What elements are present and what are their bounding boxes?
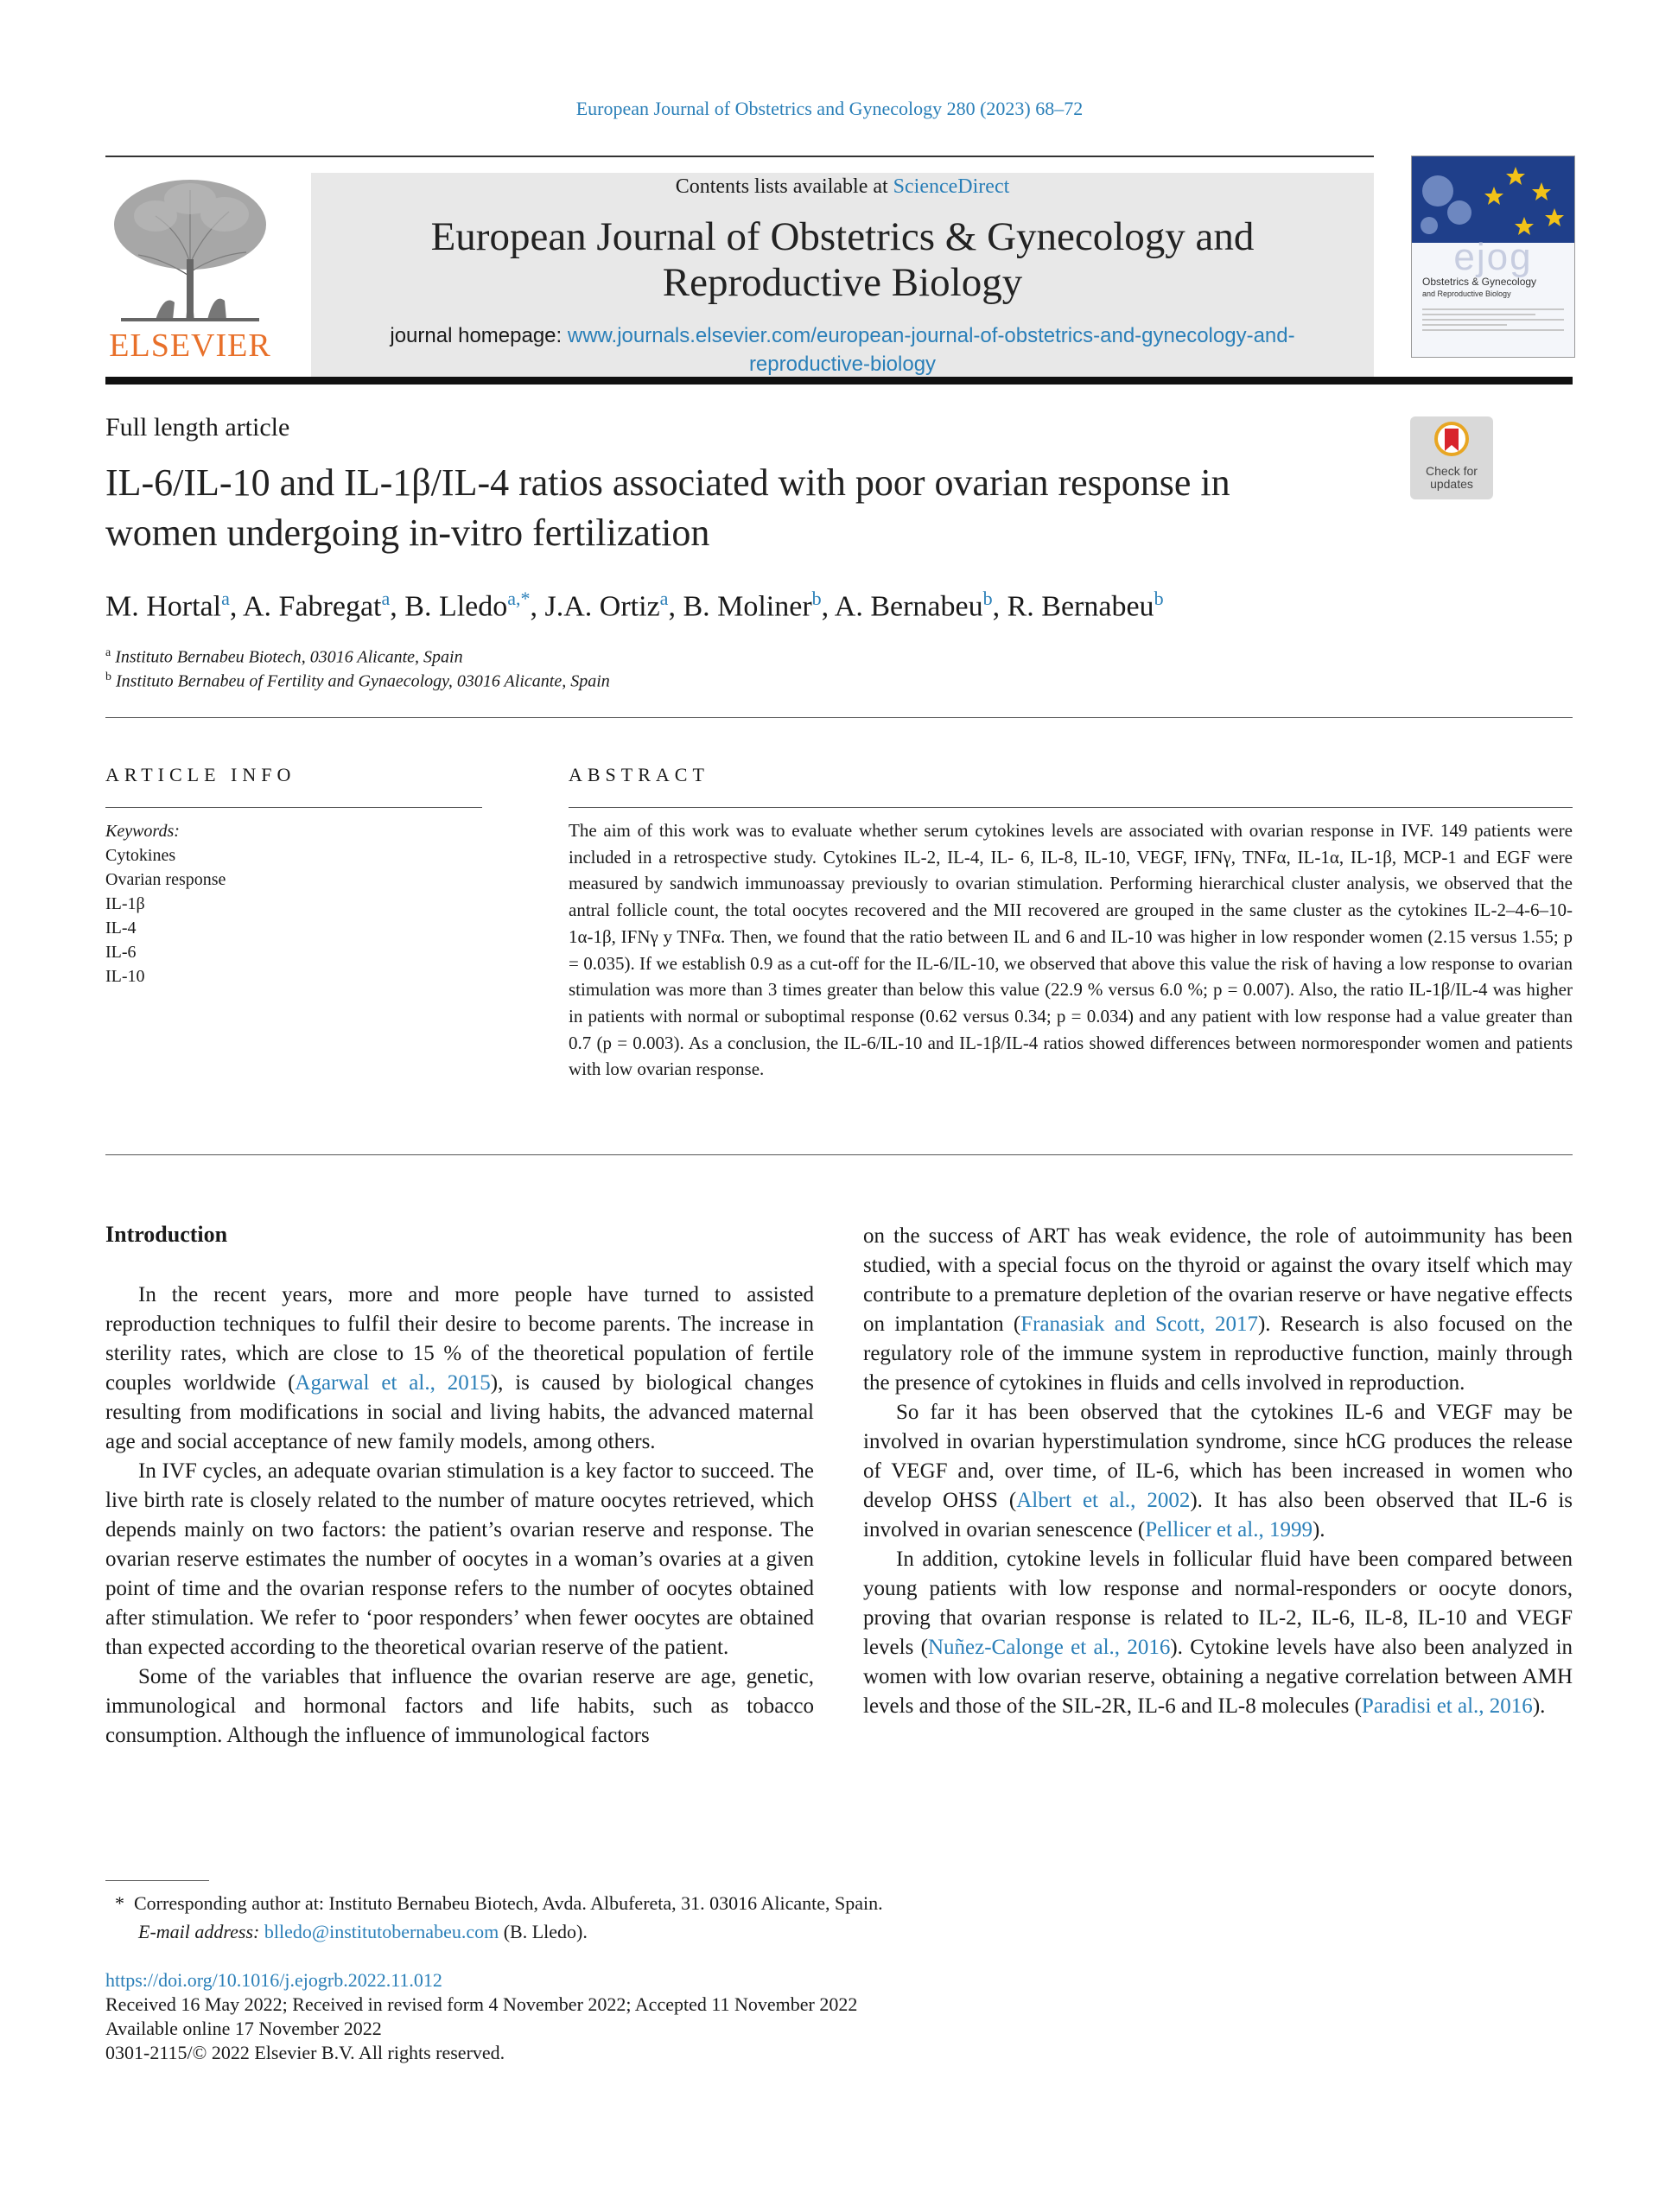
citation-link[interactable]: Nuñez-Calonge et al., 2016	[927, 1636, 1171, 1659]
author-separator: ,	[390, 590, 405, 623]
affiliation-marker: b	[105, 671, 111, 683]
citation-link[interactable]: Agarwal et al., 2015	[295, 1371, 491, 1395]
journal-title-line1: European Journal of Obstetrics & Gynecology and	[430, 214, 1255, 259]
body-column-right	[863, 1222, 1573, 1721]
article-info-heading: ARTICLE INFO	[105, 764, 296, 785]
affiliation-text: Instituto Bernabeu of Fertility and Gynaecology, 03016 Alicante, Spain	[116, 671, 610, 691]
author-separator: ,	[229, 590, 243, 623]
text-run: ).	[1532, 1694, 1546, 1718]
corresponding-text: Corresponding author at: Instituto Bernabeu Biotech, Avda. Albufereta, 31. 03016 Alicante, Spain.	[134, 1892, 883, 1914]
keyword: Ovarian response	[105, 870, 226, 889]
author-name[interactable]: J.A. Ortiz	[544, 590, 660, 623]
introduction-heading: Introduction	[105, 1222, 228, 1247]
available-online: Available online 17 November 2022	[105, 2018, 382, 2039]
journal-title-line2: Reproductive Biology	[662, 260, 1023, 305]
author-affiliation-marker[interactable]: a	[381, 588, 391, 609]
cover-title-line1: Obstetrics & Gynecology	[1422, 276, 1537, 288]
check-updates-line2: updates	[1430, 477, 1473, 491]
cover-title	[1422, 276, 1536, 300]
email-line	[105, 1917, 1574, 1946]
header-divider	[105, 717, 1573, 718]
affiliation-b	[105, 671, 610, 692]
paragraph	[863, 1545, 1573, 1721]
author-affiliation-marker[interactable]: b	[1154, 588, 1164, 609]
crossmark-icon	[1434, 422, 1469, 461]
article-info-rule	[105, 807, 482, 808]
check-updates-line1: Check for	[1426, 464, 1478, 478]
paragraph	[863, 1398, 1573, 1545]
corresponding-author	[105, 1889, 1574, 1917]
author-name[interactable]: B. Moliner	[683, 590, 812, 623]
text-run: ), is caused by biological changes resulting from modifications in social and living habits, the advanced maternal age and social acceptance of new family models, among others.	[105, 1371, 814, 1453]
author-affiliation-marker[interactable]: b	[811, 588, 822, 609]
footnote	[105, 1889, 1574, 1946]
doi-link[interactable]: https://doi.org/10.1016/j.ejogrb.2022.11.012	[105, 1969, 442, 1991]
text-run: ). It has also been observed that IL-6 is involved in ovarian senescence (	[863, 1489, 1573, 1541]
keyword: Cytokines	[105, 846, 176, 865]
cover-stars-icon	[1412, 156, 1574, 243]
author-name[interactable]: M. Hortal	[105, 590, 222, 623]
text-run: In the recent years, more and more people have turned to assisted reproduction techniques to fulfil their desire to become parents. The increase in sterility rates, which are close to 15 % of the theoretical population of fertile couples worldwide (	[105, 1283, 814, 1395]
abstract-bottom-rule	[105, 1154, 1573, 1155]
check-updates-text	[1410, 465, 1493, 491]
author-name[interactable]: A. Bernabeu	[834, 590, 983, 623]
homepage-link-cont[interactable]: reproductive-biology	[748, 353, 937, 376]
text-run: So far it has been observed that the cytokines IL-6 and VEGF may be involved in ovarian hyperstimulation syndrome, since hCG produces the release of VEGF and, over time, of IL-6, which has been increased in women who develop OHSS (	[863, 1401, 1573, 1512]
keyword: IL-6	[105, 943, 137, 962]
author-separator: ,	[992, 590, 1007, 623]
affiliation-text: Instituto Bernabeu Biotech, 03016 Alicante, Spain	[115, 647, 463, 667]
article-title	[105, 458, 1402, 558]
publisher-wordmark: ELSEVIER	[109, 327, 271, 364]
homepage-prefix: journal homepage:	[390, 324, 568, 347]
author-name[interactable]: R. Bernabeu	[1007, 590, 1154, 623]
author-separator: ,	[668, 590, 683, 623]
received-dates: Received 16 May 2022; Received in revised form 4 November 2022; Accepted 11 November 2022	[105, 1993, 858, 2015]
paragraph: In IVF cycles, an adequate ovarian stimulation is a key factor to succeed. The live birth rate is closely related to the number of mature oocytes retrieved, which depends mainly on two factors: the patient’s ovarian reserve and response. The ovarian reserve estimates the number of oocytes in a woman’s ovaries at a given point of time and the ovarian response refers to the number of oocytes obtained after stimulation. We refer to ‘poor responders’ when fewer oocytes are obtained than expected according to the theoretical ovarian reserve of the patient.	[105, 1459, 814, 1659]
author-affiliation-marker[interactable]: a,*	[507, 588, 531, 609]
author-list	[105, 588, 1164, 623]
body-column-left	[105, 1281, 814, 1751]
article-type: Full length article	[105, 413, 290, 442]
text-run: ). Research is also focused on the regulatory role of the immune system in reproductive function, mainly through the presence of cytokines in fluids and cells involved in reproduction.	[863, 1313, 1573, 1395]
check-for-updates-badge[interactable]	[1410, 416, 1493, 499]
citation-link[interactable]: Franasiak and Scott, 2017	[1020, 1313, 1258, 1336]
homepage-link[interactable]: www.journals.elsevier.com/european-journal-of-obstetrics-and-gynecology-and-	[567, 324, 1295, 347]
journal-cover-thumbnail[interactable]	[1411, 156, 1575, 358]
email-suffix: (B. Lledo).	[499, 1921, 588, 1942]
email-label: E-mail address:	[138, 1921, 260, 1942]
keyword: IL-10	[105, 967, 145, 986]
cover-title-line2: and Reproductive Biology	[1422, 289, 1511, 298]
author-affiliation-marker[interactable]: b	[982, 588, 993, 609]
keywords-label: Keywords:	[105, 822, 180, 841]
sciencedirect-link[interactable]: ScienceDirect	[893, 175, 1010, 198]
author-name[interactable]: A. Fabregat	[242, 590, 382, 623]
abstract-text: The aim of this work was to evaluate whether serum cytokines levels are associated with ovarian response in IVF. 149 patients were included in a retrospective study. Cytokines IL-2, IL-4, IL- 6, IL-8, IL-10, VEGF, IFNγ, TNFα, IL-1α, IL-1β, MCP-1 and EGF were measured by sandwich immunoassay previously to ovarian stimulation. Performing hierarchical cluster analysis, we observed that the antral follicle count, the total oocytes recovered and the MII recovered are grouped in the same cluster as the cytokines IL-2–4-6–10-1α-1β, IFNγ y TNFα. Then, we found that the ratio between IL and 6 and IL-10 was higher in low responder women (2.15 versus 1.55; p = 0.035). If we establish 0.9 as a cut-off for the IL-6/IL-10, we observed that above this value the risk of having a low response to ovarian stimulation was more than 3 times greater than below this value (22.9 % versus 6.0 %; p = 0.007). Also, the ratio IL-1β/IL-4 was higher in patients with normal or suboptimal response (0.62 versus 0.34; p = 0.034) and any patient with low response had a value greater than 0.7 (p = 0.003). As a conclusion, the IL-6/IL-10 and IL-1β/IL-4 ratios showed differences between normoresponder women and patients with low ovarian response.	[569, 820, 1573, 1080]
abstract-heading: ABSTRACT	[569, 764, 709, 785]
author-affiliation-marker[interactable]: a	[659, 588, 669, 609]
footnote-rule	[105, 1880, 209, 1881]
author-separator: ,	[821, 590, 835, 623]
footnote-marker: *	[115, 1892, 124, 1914]
author-separator: ,	[530, 590, 545, 623]
abstract-rule	[569, 807, 1573, 808]
keywords-block	[105, 819, 226, 988]
text-run: ). Cytokine levels have also been analyzed in women with low ovarian reserve, obtaining a negative correlation between AMH levels and those of the SIL-2R, IL-6 and IL-8 molecules (	[863, 1636, 1573, 1718]
publication-info	[105, 1968, 1574, 2065]
email-link[interactable]: blledo@institutobernabeu.com	[264, 1921, 499, 1942]
paragraph	[863, 1222, 1573, 1398]
cover-logo-text: ejog	[1453, 236, 1533, 278]
author-affiliation-marker[interactable]: a	[221, 588, 230, 609]
article-title-line2: women undergoing in-vitro fertilization	[105, 512, 710, 554]
keyword: IL-1β	[105, 894, 145, 913]
running-head[interactable]: European Journal of Obstetrics and Gynecology 280 (2023) 68–72	[575, 98, 1084, 119]
text-run: In addition, cytokine levels in follicular fluid have been compared between young patients with low response and normal-responders or oocyte donors, proving that ovarian response is related to IL-2, IL-6, IL-8, IL-10 and VEGF levels (	[863, 1548, 1573, 1659]
contents-prefix: Contents lists available at	[675, 175, 893, 198]
keyword: IL-4	[105, 918, 137, 938]
journal-title	[311, 214, 1374, 306]
paragraph	[105, 1281, 814, 1457]
affiliation-marker: a	[105, 646, 111, 659]
journal-homepage	[311, 321, 1374, 378]
citation-link[interactable]: Pellicer et al., 1999	[1145, 1518, 1313, 1541]
affiliation-a	[105, 646, 463, 668]
contents-line	[311, 175, 1374, 199]
copyright: 0301-2115/© 2022 Elsevier B.V. All rights reserved.	[105, 2042, 505, 2063]
paragraph: Some of the variables that influence the ovarian reserve are age, genetic, immunological and hormonal factors and life habits, such as tobacco consumption. Although the influence of immunological factors	[105, 1665, 814, 1747]
top-rule	[105, 156, 1374, 157]
cover-body-lines	[1422, 305, 1564, 334]
article-title-line1: IL-6/IL-10 and IL-1β/IL-4 ratios associated with poor ovarian response in	[105, 461, 1230, 504]
citation-link[interactable]: Paradisi et al., 2016	[1361, 1694, 1533, 1718]
citation-link[interactable]: Albert et al., 2002	[1016, 1489, 1191, 1512]
text-run: ).	[1312, 1518, 1325, 1541]
text-run: on the success of ART has weak evidence, the role of autoimmunity has been studied, with a special focus on the thyroid or against the ovary itself which may contribute to a premature depletion of the ovarian reserve or have negative effects on implantation (	[863, 1224, 1573, 1336]
author-name[interactable]: B. Lledo	[404, 590, 508, 623]
masthead-bottom-rule	[105, 377, 1573, 385]
